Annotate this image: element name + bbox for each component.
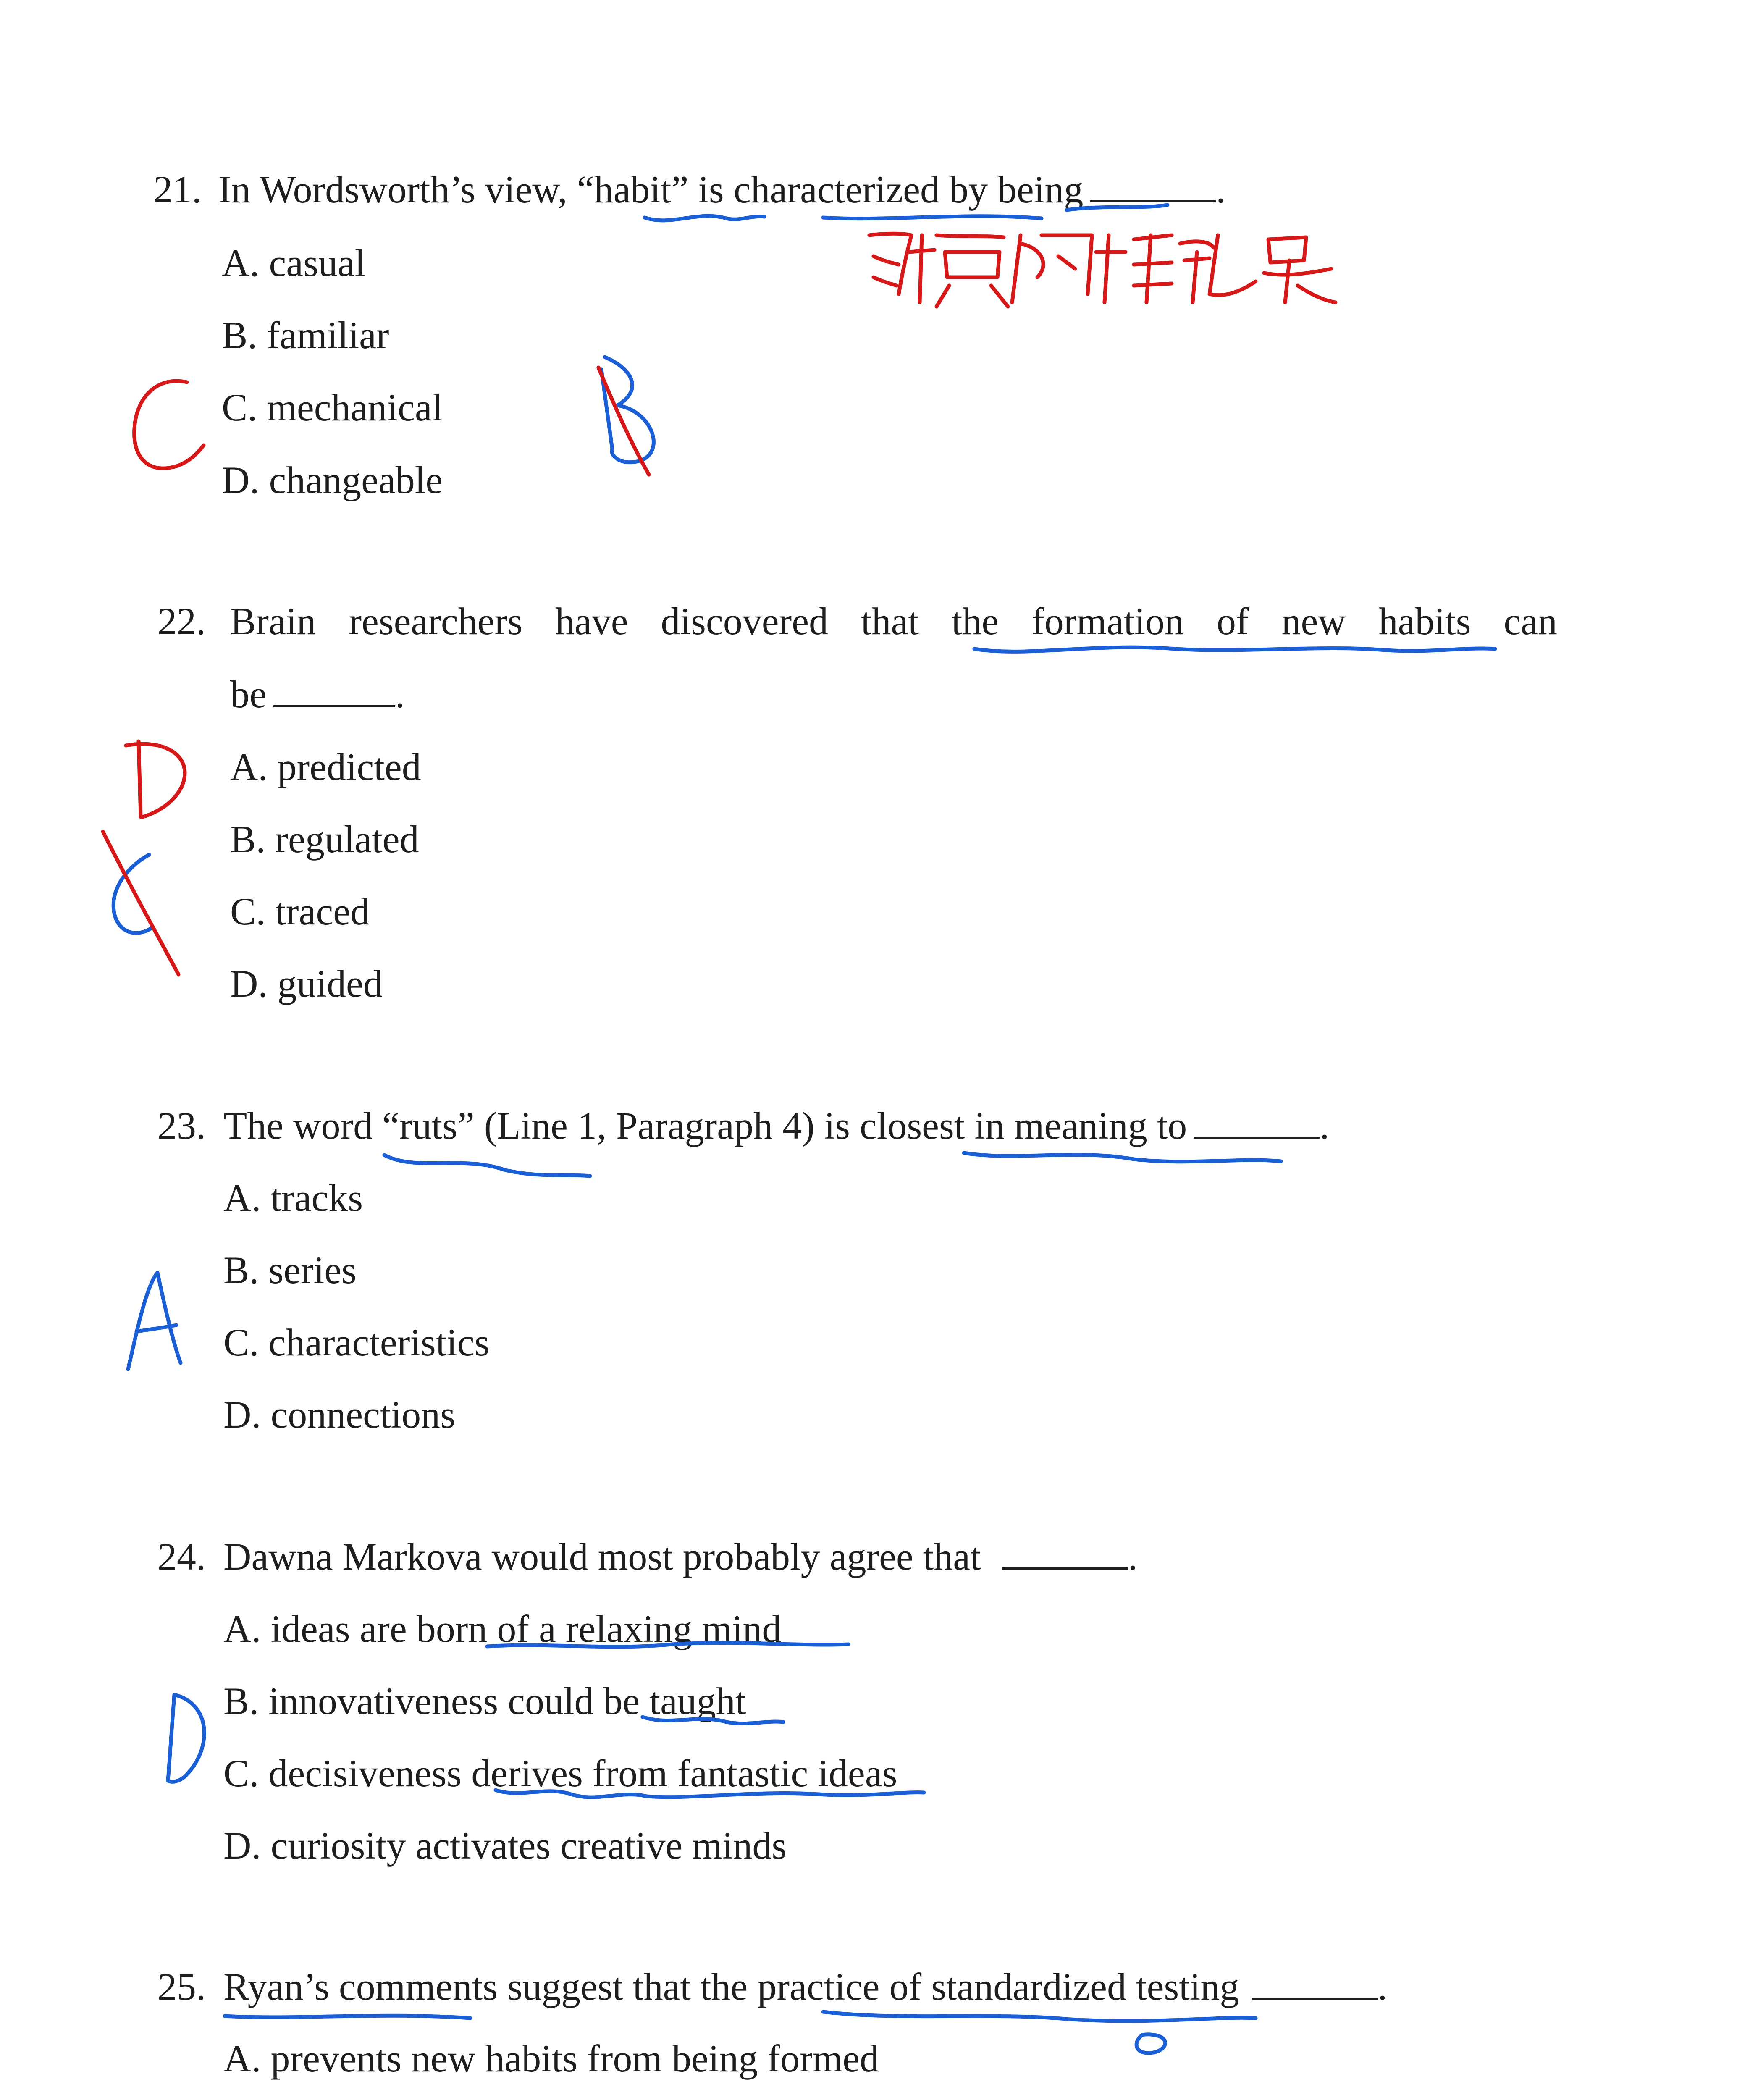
question-number: 24. <box>157 1535 206 1578</box>
question-stem: In Wordsworth’s view, “habit” is characterized by being . <box>218 168 1226 211</box>
option-b: B. series <box>223 1249 357 1292</box>
option-c: C. traced <box>230 890 370 933</box>
option-a: A. ideas are born of a relaxing mind <box>223 1607 782 1650</box>
question-stem-line-1: Brain researchers have discovered that the formation of new habits can <box>230 600 1557 643</box>
underline-characterized <box>823 216 1042 219</box>
question-stem: Ryan’s comments suggest that the practice of standardized testing . <box>223 1965 1388 2008</box>
question-stem: The word “ruts” (Line 1, Paragraph 4) is closest in meaning to . <box>223 1104 1330 1147</box>
handwritten-d-q22 <box>126 741 185 817</box>
option-c: C. characteristics <box>223 1321 490 1364</box>
option-d: D. changeable <box>222 459 443 501</box>
underline-ryans-comments <box>225 2016 470 2018</box>
underline-ruts <box>384 1155 590 1176</box>
question-number: 23. <box>157 1104 206 1147</box>
option-d: D. guided <box>230 962 383 1005</box>
red-slash-q22 <box>103 832 178 974</box>
question-number: 25. <box>157 1965 206 2008</box>
underline-closest-in-meaning <box>964 1153 1281 1162</box>
handwritten-b-q21 <box>601 357 653 462</box>
option-a: A. tracks <box>223 1176 363 1219</box>
option-a: A. predicted <box>230 746 421 788</box>
option-b: B. regulated <box>230 818 419 861</box>
option-c: C. mechanical <box>222 386 443 429</box>
handwritten-c-q21 <box>134 381 204 468</box>
handwritten-a-q23 <box>128 1273 181 1369</box>
red-slash-q21 <box>598 368 649 475</box>
question-stem: Dawna Markova would most probably agree that . <box>223 1535 1138 1578</box>
small-circle-q25 <box>1136 2034 1165 2053</box>
underline-formation-of-new-habits <box>974 647 1495 651</box>
option-a: A. casual <box>222 242 366 284</box>
question-stem-line-2: be . <box>230 673 405 716</box>
handwritten-d-q24 <box>168 1695 204 1782</box>
question-number: 22. <box>157 600 206 643</box>
option-d: D. connections <box>223 1393 455 1436</box>
option-a: A. prevents new habits from being formed <box>223 2037 879 2080</box>
question-number: 21. <box>153 168 202 211</box>
option-b: B. familiar <box>222 314 389 357</box>
option-d: D. curiosity activates creative minds <box>223 1824 787 1867</box>
option-b: B. innovativeness could be taught <box>223 1680 746 1722</box>
option-c: C. decisiveness derives from fantastic ideas <box>223 1752 897 1795</box>
handwritten-note-q21 <box>869 234 1336 307</box>
underline-habit <box>645 216 764 220</box>
handwritten-c-q22 <box>113 855 151 933</box>
underline-practice-of-standardized-testing <box>823 2012 1256 2021</box>
